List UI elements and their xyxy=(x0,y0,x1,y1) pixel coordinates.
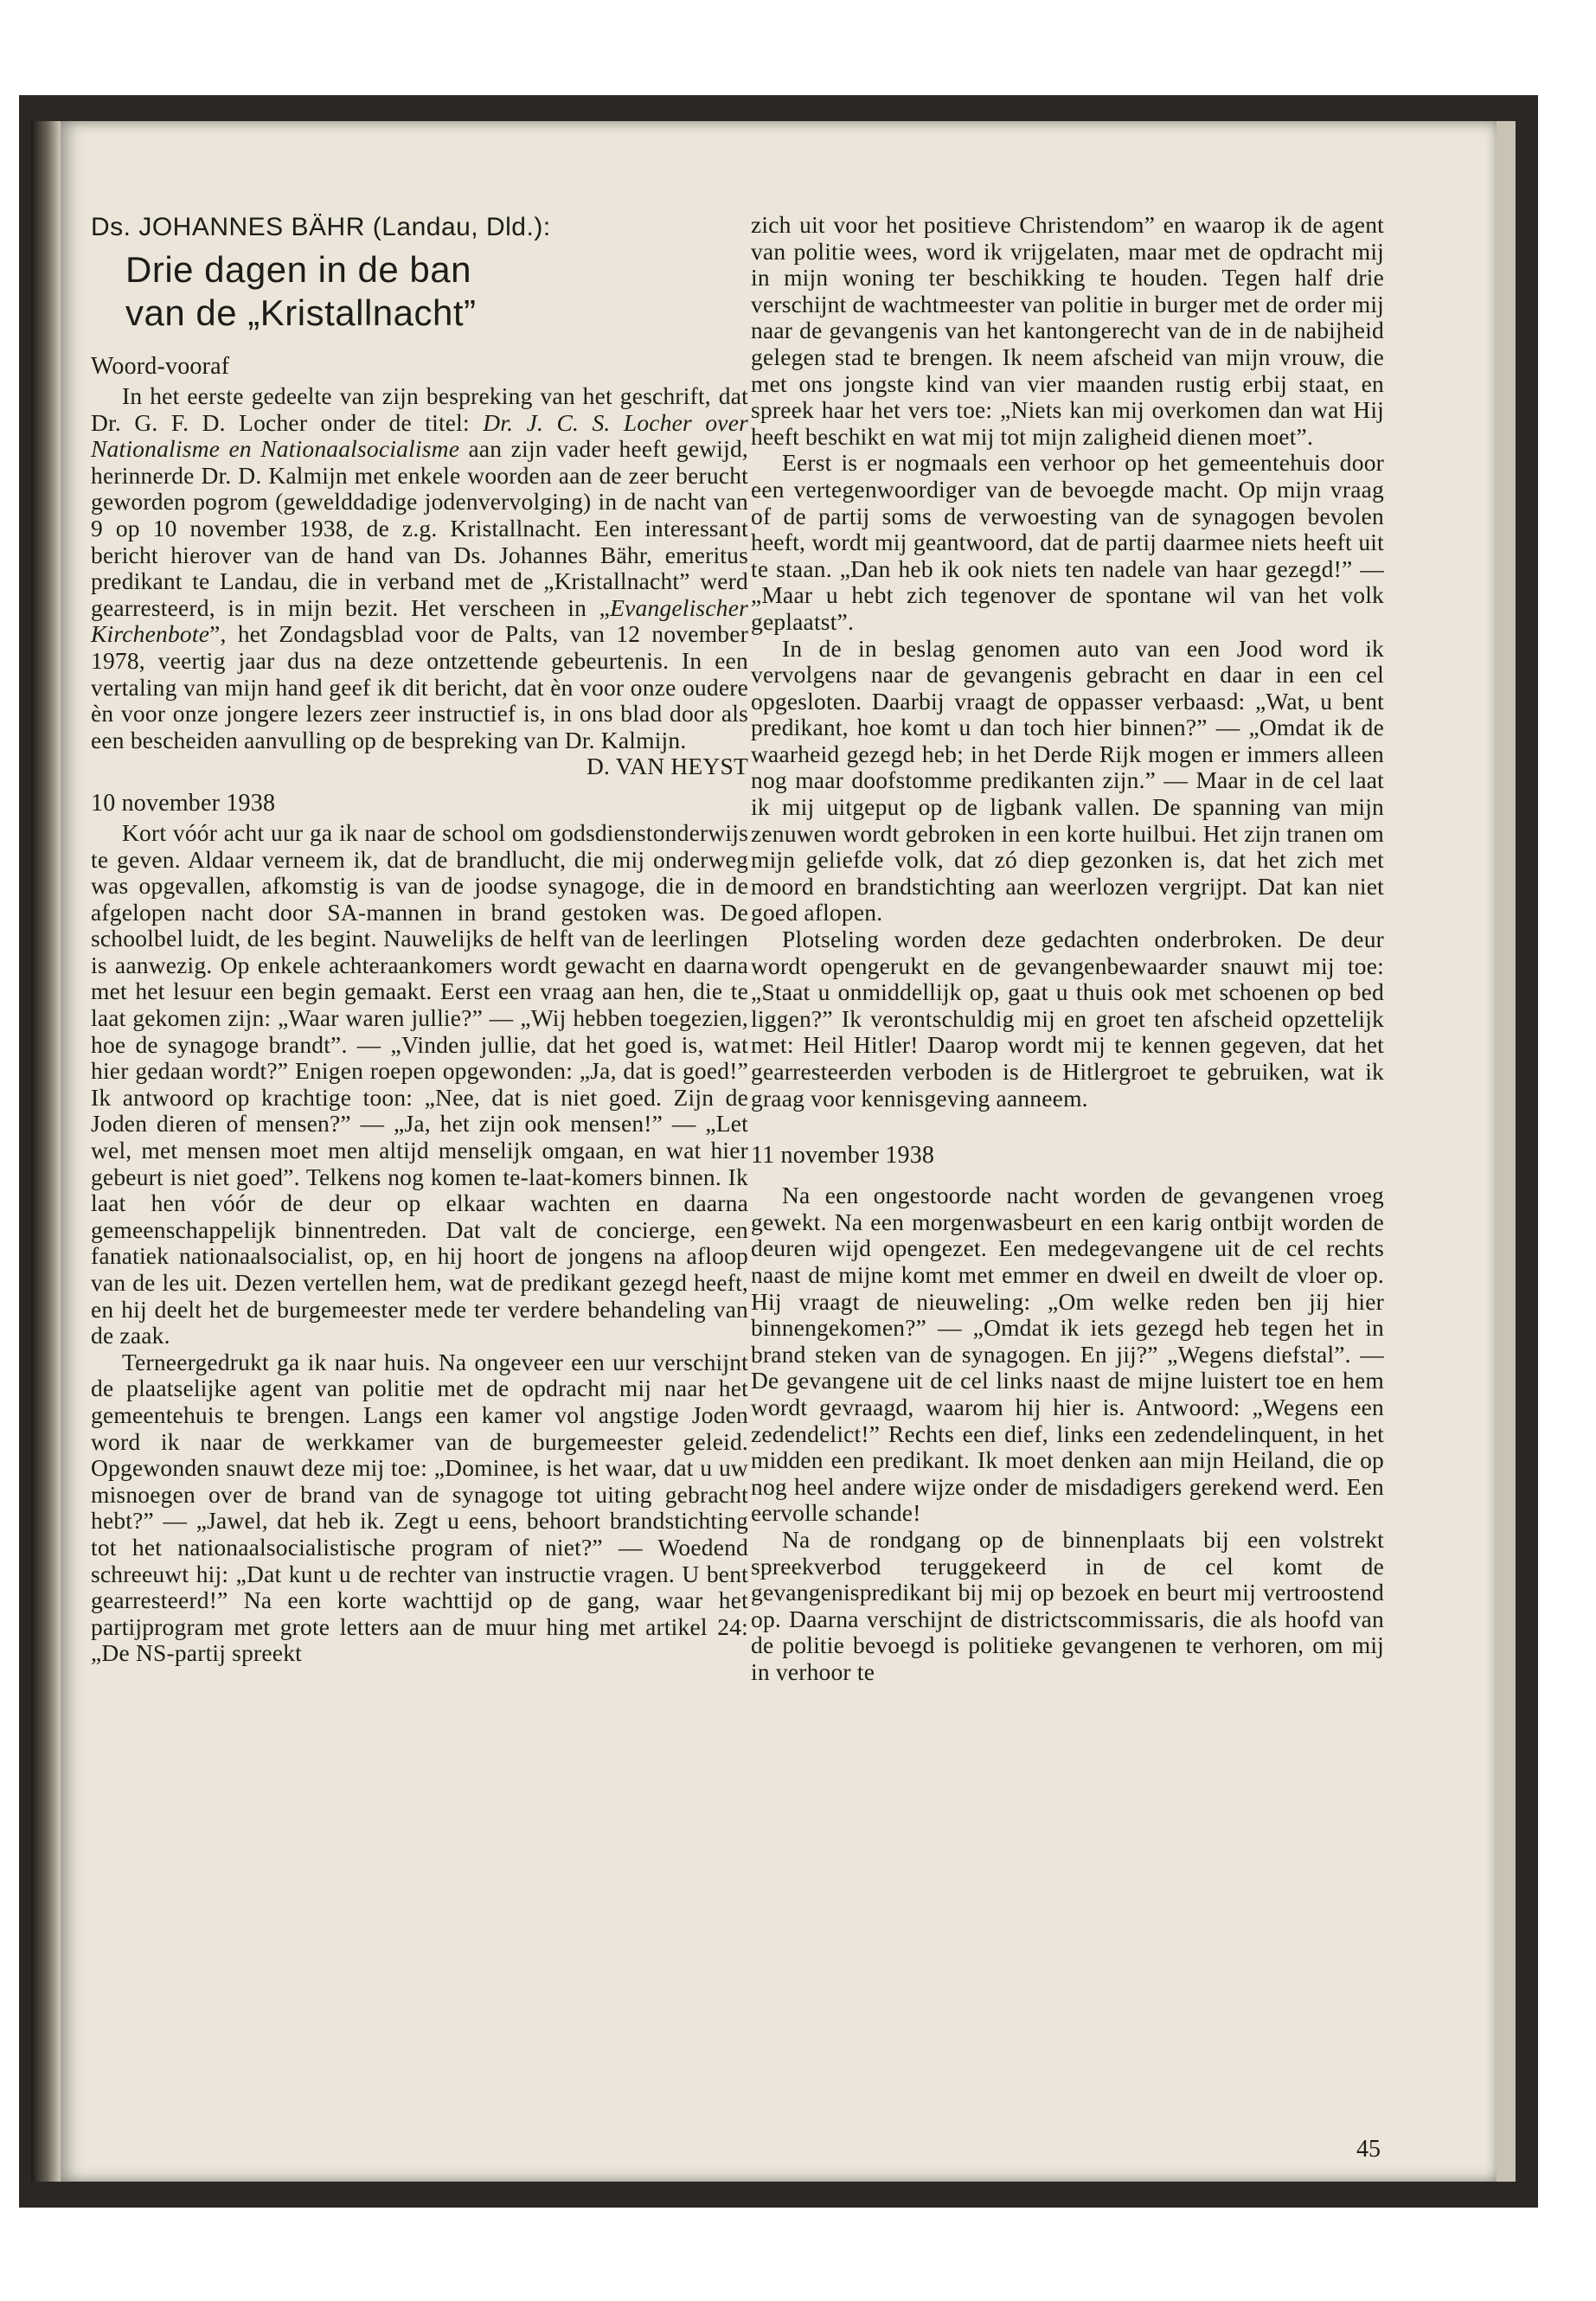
left-column xyxy=(91,212,748,1667)
date-heading-10-november: 10 november 1938 xyxy=(91,789,276,817)
foreword-text-3: ”, het Zondagsblad voor de Palts, van 12 november 1978, veertig jaar dus na deze ontzettende gebeurtenis. In een vertaling van mijn hand geef ik dit bericht, dat èn voor onze oudere èn voor onze jongere lezers zeer instructief is, in ons blad door als een bescheiden aanvulling op de bespreking van Dr. Kalmijn. xyxy=(91,620,748,753)
paragraph: Eerst is er nogmaals een verhoor op het gemeentehuis door een vertegenwoordiger van de bevoegde macht. Op mijn vraag of de partij soms de verwoesting van de synagogen bevolen heeft, wordt mij geantwoord, dat de partij daarmee niets heeft uit te staan. „Dan heb ik ook niets ten nadele van haar gezegd!” — „Maar u hebt zich tegenover de spontane wil van het volk geplaatst”. xyxy=(751,449,1384,635)
paragraph: Na een ongestoorde nacht worden de gevangenen vroeg gewekt. Na een morgenwasbeurt en een karig ontbijt worden de deuren wijd opengezet. Een medegevangene uit de cel rechts naast de mijne komt met emmer en dweil en dweilt de vloer op. Hij vraagt de nieuweling: „Om welke reden ben jij hier binnengekomen?” — „Omdat ik iets gezegd heb tegen het in brand steken van de synagogen. En jij?” „Wegens diefstal”. — De gevangene uit de cel links naast de mijne luistert toe en hem wordt gevraagd, waarom hij hier is. Antwoord: „Wegens een zedendelict!” Rechts een dief, links een zedendelinquent, in het midden een predikant. Ik moet denken aan mijn Heiland, die op nog heel andere wijze onder de misdadigers gerekend werd. Een eervolle schande! xyxy=(751,1182,1384,1527)
foreword-book-title: Dr. J. C. S. Locher over Nationalisme en Nationaalsocialisme xyxy=(91,408,748,463)
foreword-text-1: In het eerste gedeelte van zijn bespreking van het geschrift, dat Dr. G. F. D. Locher onder de titel: xyxy=(91,382,748,436)
foreword-newspaper-title: Evangelischer Kirchenbote xyxy=(91,593,748,648)
foreword-text-2: aan zijn vader heeft gewijd, herinnerde Dr. D. Kalmijn met enkele woorden aan de zeer berucht geworden pogrom (gewelddadige jodenvervolging) in de nacht van 9 op 10 november 1938, de z.g. Kristallnacht. Een interessant bericht hierover van de hand van Ds. Johannes Bähr, emeritus predikant te Landau, die in verband met de „Kristallnacht” werd gearresteerd, is in mijn bezit. Het verscheen in „ xyxy=(91,435,748,621)
article-author: Ds. JOHANNES BÄHR (Landau, Dld.): xyxy=(91,213,551,241)
article-title-line-1: Drie dagen in de ban xyxy=(125,249,471,290)
paragraph: zich uit voor het positieve Christendom” en waarop ik de agent van politie wees, word ik vrijgelaten, maar met de opdracht mij in mijn woning ter beschikking te houden. Tegen half drie verschijnt de wachtmeester van politie in burger met de order mij naar de gevangenis van het kantongerecht van de in de nabijheid gelegen stad te brengen. Ik neem afscheid van mijn vrouw, die met ons jongste kind van vier maanden rustig erbij staat, en spreek haar het vers toe: „Niets kan mij overkomen dan wat Hij heeft beschikt en wat mij tot mijn zaligheid dienen moet”. xyxy=(751,211,1384,450)
right-column xyxy=(751,212,1384,1685)
paragraph: Na de rondgang op de binnenplaats bij een volstrekt spreekverbod teruggekeerd in de cel komt de gevangenispredikant bij mij op bezoek en beurt mij vertroostend op. Daarna verschijnt de districtscommissaris, die als hoofd van de politie bevoegd is politieke gevangenen te verhoren, om mij in verhoor te xyxy=(751,1525,1384,1685)
article-title-line-2: van de „Kristallnacht” xyxy=(125,292,477,333)
book-spine xyxy=(31,121,61,2182)
page-number: 45 xyxy=(1356,2136,1381,2163)
foreword-paragraph xyxy=(91,383,748,753)
foreword-signature: D. VAN HEYST xyxy=(586,753,748,780)
foreword-signature-row xyxy=(91,753,748,780)
date-heading-11-november: 11 november 1938 xyxy=(751,1142,935,1170)
paragraph: In de in beslag genomen auto van een Jood word ik vervolgens naar de gevangenis gebracht en daar in een cel opgesloten. Daarbij vraagt de oppasser verbaasd: „Wat, u bent predikant, hoe komt u dan toch hier binnen?” — „Omdat ik de waarheid gezegd heb; in het Derde Rijk mogen er immers alleen nog maar doofstomme predikanten zijn.” — Maar in de cel laat ik mij uitgeput op de ligbank vallen. De spanning van mijn zenuwen wordt gebroken in een korte huilbui. Het zijn tranen om mijn geliefde volk, dat zó diep gezonken is, dat het zich met moord en brandstichting aan weerlozen vergrijpt. Dat kan niet goed aflopen. xyxy=(751,634,1384,926)
article-title xyxy=(91,248,748,335)
paragraph: Terneergedrukt ga ik naar huis. Na ongeveer een uur verschijnt de plaatselijke agent van politie met de opdracht mij naar het gemeentehuis te brengen. Langs een kamer vol angstige Joden word ik naar de werkkamer van de burgemeester geleid. Opgewonden snauwt deze mij toe: „Dominee, is het waar, dat u uw misnoegen over de brand van de synagoge tot uiting gebracht hebt?” — „Jawel, dat heb ik. Zegt u eens, behoort brandstichting tot het nationaalsocialistische program of niet?” — Woedend schreeuwt hij: „Dat kunt u de rechter van instructie vragen. U bent gearresteerd!” Na een korte wachttijd op de gang, waar het partijprogram met grote letters aan de muur hing met artikel 24: „De NS-partij spreekt xyxy=(91,1348,748,1667)
paragraph: Kort vóór acht uur ga ik naar de school om godsdienstonderwijs te geven. Aldaar verneem ik, dat de brandlucht, die mij onderweg was opgevallen, afkomstig is van de joodse synagoge, die in de afgelopen nacht door SA-mannen in brand gestoken was. De schoolbel luidt, de les begint. Nauwelijks de helft van de leerlingen is aanwezig. Op enkele achteraankomers wordt gewacht en daarna met het lesuur een begin gemaakt. Eerst een vraag aan hen, die te laat gekomen zijn: „Waar waren jullie?” — „Wij hebben toegezien, hoe de synagoge brandt”. — „Vinden jullie, dat het goed is, wat hier gedaan wordt?” Enigen roepen opgewonden: „Ja, dat is goed!” Ik antwoord op krachtige toon: „Nee, dat is niet goed. Zijn de Joden dieren of mensen?” — „Ja, het zijn ook mensen!” — „Let wel, met mensen moet men altijd menselijk omgaan, en wat hier gebeurt is niet goed”. Telkens nog komen te-laat-komers binnen. Ik laat hen vóór de deur op elkaar wachten en daarna gemeenschappelijk binnentreden. Dat valt de concierge, een fanatiek nationaalsocialist, op, en hij hoort de jongens na afloop van de les uit. Dezen vertellen hem, wat de predikant gezegd heeft, en hij deelt het de burgemeester mede ter verdere behandeling van de zaak. xyxy=(91,818,748,1349)
foreword-heading: Woord-vooraf xyxy=(91,353,230,380)
paragraph: Plotseling worden deze gedachten onderbroken. De deur wordt opengerukt en de gevangenbewaarder snauwt mij toe: „Staat u onmiddellijk op, gaat u thuis ook met schoenen op bed liggen?” Ik verontschuldig mij en groet ten afscheid opzettelijk met: Heil Hitler! Daarop wordt mij te kennen gegeven, dat het gearresteerden verboden is de Hitlergroet te gebruiken, wat ik graag voor kennisgeving aanneem. xyxy=(751,926,1384,1112)
